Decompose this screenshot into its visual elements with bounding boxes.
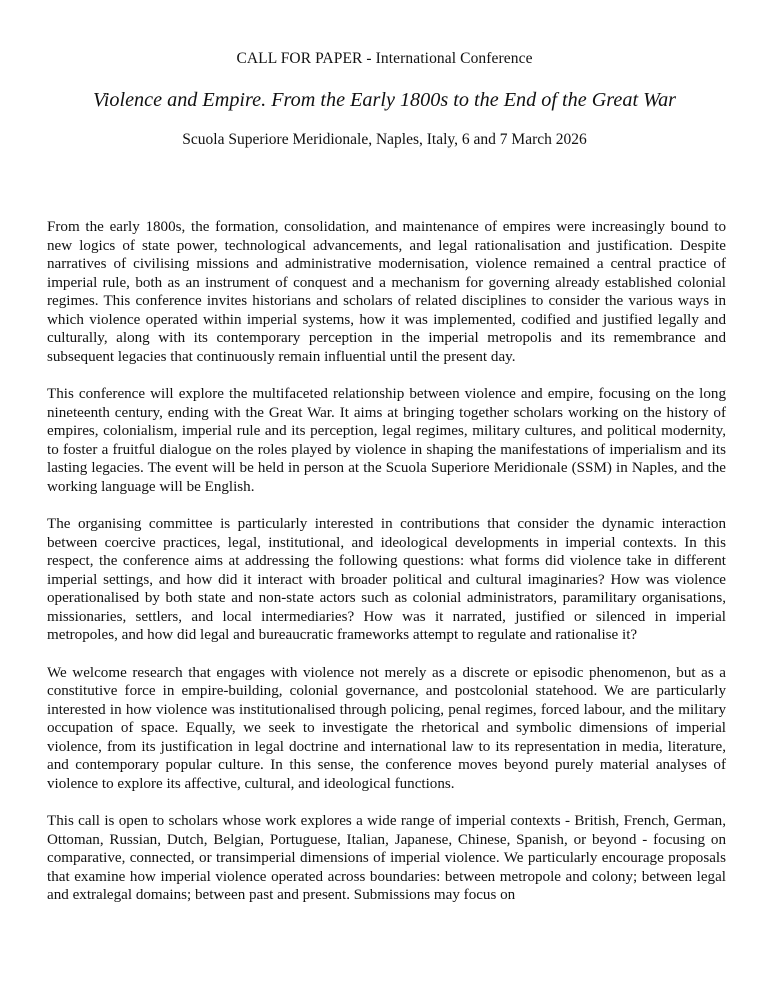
paragraph-1: From the early 1800s, the formation, consolidation, and maintenance of empires were increasingly bound to new logics of state power, technological advancements, and legal rationalisation and justification. Despite narratives of civilising missions and administrative modernisation, violence remained a central practice of imperial rule, both as an instrument of conquest and a mechanism for governing already established colonial regimes. This conference invites historians and scholars of related disciplines to consider the various ways in which violence operated within imperial systems, how it was implemented, codified and justified legally and culturally, along with its contemporary perception in the imperial metropolis and its remembrance and subsequent legacies that continuously remain influential until the present day. (47, 219, 726, 365)
paragraph-4: We welcome research that engages with violence not merely as a discrete or episodic phenomenon, but as a constitutive force in empire-building, colonial governance, and postcolonial statehood. We are particularly interested in how violence was institutionalised through policing, penal regimes, forced labour, and the military occupation of space. Equally, we seek to investigate the rhetorical and symbolic dimensions of imperial violence, from its justification in legal doctrine and international law to its representation in media, literature, and contemporary popular culture. In this sense, the conference moves beyond purely material analyses of violence to explore its affective, cultural, and ideological functions. (47, 664, 726, 792)
call-title: CALL FOR PAPER - International Conference (236, 50, 533, 67)
venue-line: Scuola Superiore Meridionale, Naples, Italy, 6 and 7 March 2026 (182, 131, 587, 148)
conference-title: Violence and Empire. From the Early 1800s to the End of the Great War (92, 89, 677, 111)
document-body (47, 218, 726, 905)
paragraph-5: This call is open to scholars whose work explores a wide range of imperial contexts - British, French, German, Ottoman, Russian, Dutch, Belgian, Portuguese, Italian, Japanese, Chinese, Spanish, or beyond - focusing on comparative, connected, or transimperial dimensions of imperial violence. We particularly encourage proposals that examine how imperial violence operated across boundaries: between metropole and colony; between legal and extralegal domains; between past and present. Submissions may focus on (47, 813, 726, 904)
paragraph-2: This conference will explore the multifaceted relationship between violence and empire, focusing on the long nineteenth century, ending with the Great War. It aims at bringing together scholars working on the history of empires, colonialism, imperial rule and its perception, legal regimes, military cultures, and political modernity, to foster a fruitful dialogue on the roles played by violence in shaping the manifestations of imperialism and its lasting legacies. The event will be held in person at the Scuola Superiore Meridionale (SSM) in Naples, and the working language will be English. (47, 386, 726, 495)
paragraph-3: The organising committee is particularly interested in contributions that consider the dynamic interaction between coercive practices, legal, institutional, and ideological developments in imperial contexts. In this respect, the conference aims at addressing the following questions: what forms did violence take in different imperial settings, and how did it interact with broader political and cultural imaginaries? How was violence operationalised by both state and non-state actors such as colonial administrators, paramilitary organisations, missionaries, settlers, and local intermediaries? How was it narrated, justified or silenced in imperial metropoles, and how did legal and bureaucratic frameworks attempt to regulate and rationalise it? (47, 516, 726, 644)
